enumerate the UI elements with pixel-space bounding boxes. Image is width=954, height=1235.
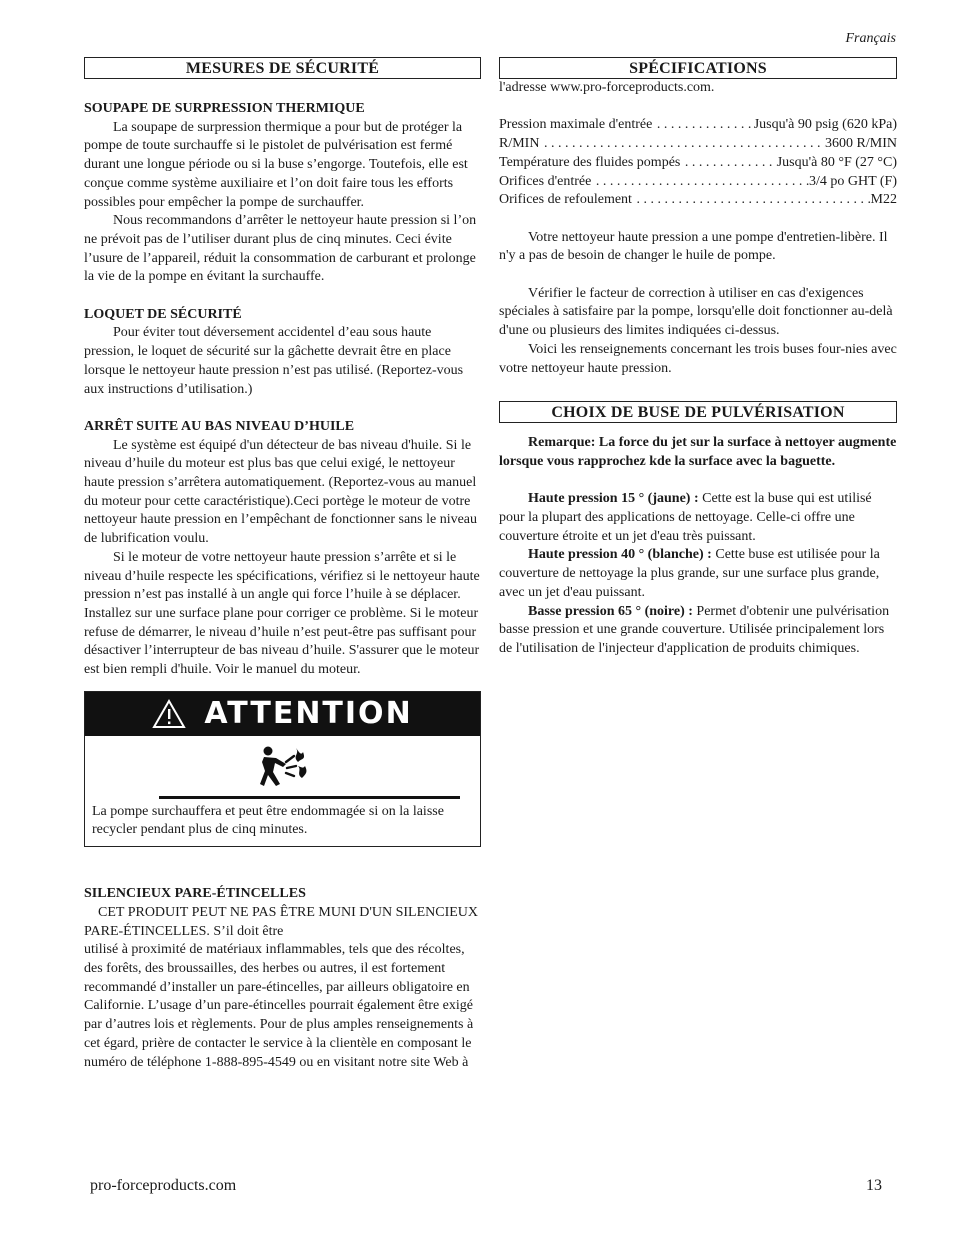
spark-arrester-title: SILENCIEUX PARE-ÉTINCELLES [84,886,306,902]
attention-banner [85,692,480,736]
nozzle-15-paragraph [499,490,897,546]
safety-lock-p1: Pour éviter tout déversement accidentel d’eau sous haute pression, le loquet de sécurité sur la gâchette devrait être en place lorsque le nettoyeur haute pression n’est pas utilisé. (Reportez-vous aux instructions d’utilisation.) [84,325,464,397]
spec-value: 3600 R/MIN [825,136,897,152]
right-column [499,57,897,659]
spec-row [499,154,897,173]
correction-paragraph: Vérifier le facteur de correction à utiliser en cas d'exigences spéciales à satisfaire par la pompe, lorsqu'elle doit fonctionner au-delà d'une ou plusieurs des limites indiquées ci-dessus. [499,285,893,339]
attention-message: La pompe surchauffera et peut être endommagée si on la laisse recycler pendant plus de cinq minutes. [92,803,444,838]
burn-hazard-icon [256,742,310,790]
nozzle-40-paragraph [499,546,897,602]
footer-website: pro-forceproducts.com [90,1177,237,1194]
nozzle-15-text: Cette est la buse qui est utilisé pour la plupart des applications de nettoyage. Celle-ci offre une couverture étroite et un jet d'eau très puissant. [499,491,872,544]
nozzle-65-text: Permet d'obtenir une pulvérisation basse pression et une grande couverture. Utilisée principalement lors de l'utilisation de l'injecteur d'application de produits chimiques. [499,603,890,656]
spec-label: Température des fluides pompés [499,154,681,170]
thermal-valve-p2: Nous recommandons d’arrêter le nettoyeur haute pression si l’on ne prévoit pas de l’utiliser durant plus de cinq minutes. Ceci évite l’usure de l’appareil, réduit la consommation de carburant et prolonge la vie de la pompe en évitant la surchauffe. [84,213,477,285]
spec-value: M22 [870,192,897,208]
spec-list [499,116,897,210]
address-continuation: l'adresse www.pro-forceproducts.com. [499,80,715,95]
spec-row [499,135,897,154]
nozzle-40-text: Cette buse est utilisée pour la couverture de nettoyage la plus grande, sur une surface plus grande, avec un jet d'eau puissant. [499,547,880,600]
nozzle-65-paragraph [499,603,897,659]
remark-paragraph: Remarque: La force du jet sur la surface à nettoyer augmente lorsque vous rapprochez kde la surface avec la baguette. [499,435,897,469]
spec-label: R/MIN [499,136,540,152]
warning-triangle-icon [152,699,186,729]
nozzles-intro-paragraph: Voici les renseignements concernant les trois buses four-nies avec votre nettoyeur haute pression. [499,341,897,376]
attention-word: ATTENTION [204,695,413,731]
spec-row [499,116,897,135]
spec-row [499,191,897,210]
nozzle-15-label: Haute pression 15 ° (jaune) : [528,491,699,507]
spec-value: 3/4 po GHT (F) [808,173,897,189]
maintenance-paragraph: Votre nettoyeur haute pression a une pompe d'entretien-libère. Il n'y a pas de besoin de changer le huile de pompe. [499,229,888,264]
spark-arrester-p1a: CET PRODUIT PEUT NE PAS ÊTRE MUNI D'UN SILENCIEUX PARE-ÉTINCELLES. S’il doit être [84,904,479,939]
thermal-valve-title: SOUPAPE DE SURPRESSION THERMIQUE [84,101,365,116]
hazard-pictogram [85,736,480,796]
spec-label: Orifices d'entrée [499,173,592,189]
spec-label: Pression maximale d'entrée [499,117,653,133]
spec-label: Orifices de refoulement [499,192,632,208]
language-label: Français [845,31,896,46]
specifications-header: SPÉCIFICATIONS [499,57,897,79]
spec-value: Jusqu'à 90 psig (620 kPa) [753,117,897,133]
low-oil-title: ARRÊT SUITE AU BAS NIVEAU D’HUILE [84,418,355,434]
low-oil-p1: Le système est équipé d'un détecteur de bas niveau d'huile. Si le niveau d’huile du moteur est plus bas que celui exigé, le nettoyeur haute pression s’arrêtera automatiquement. (Reportez-vous au manuel du moteur pour cette caractéristique).Ceci portège le moteur de votre nettoyeur haute pression en l’empêchant de fonctionner sans le niveau de lubrification voulu. [84,437,478,547]
nozzle-65-label: Basse pression 65 ° (noire) : [528,603,693,619]
left-column [84,57,481,1072]
spark-arrester-p1b: utilisé à proximité de matériaux inflammables, tels que des récoltes, des forêts, des broussailles, des herbes ou autres, il est fortement recommandé d’installer un pare-étincelles, par ailleurs obligatoire en Californie. L’usage d’un pare-étincelles pourrait également être exigé par d’autres lois et règlements. Pour de plus amples renseignements à cet égard, prière de contacter le service à la clientèle en composant le numéro de téléphone 1-888-895-4549 ou en visitant notre site Web à [84,942,474,1070]
safety-header: MESURES DE SÉCURITÉ [84,57,481,79]
safety-lock-title: LOQUET DE SÉCURITÉ [84,306,242,322]
attention-box [84,691,481,847]
thermal-valve-p1: La soupape de surpression thermique a pour but de protéger la pompe de toute surchauffe si le pistolet de pulvérisation est fermé durant une longue période ou si la buse s’engorge. Toutefois, elle est conçue comme système auxiliaire et l’on doit faire tous les efforts possibles pour empêcher la pompe de surchauffer. [84,119,468,210]
page-number: 13 [866,1177,882,1194]
low-oil-p2: Si le moteur de votre nettoyeur haute pression s’arrête et si le niveau d’huile respecte les spécifications, vérifiez si le nettoyeur haute pression n’est pas installé à un angle qui force l’huile à se déplacer. Installez sur une surface plane pour corriger ce problème. Si le moteur refuse de démarrer, le niveau d’huile n’est peut-être pas suffisant pour désactiver l’interrupteur de bas niveau d’huile. S'assurer que le moteur est bien rempli d'huile. Voir le manuel du moteur. [84,549,480,678]
nozzle-40-label: Haute pression 40 ° (blanche) : [528,547,712,563]
spec-value: Jusqu'à 80 °F (27 °C) [776,154,897,170]
nozzle-choice-header: CHOIX DE BUSE DE PULVÉRISATION [499,401,897,423]
spec-row [499,173,897,192]
